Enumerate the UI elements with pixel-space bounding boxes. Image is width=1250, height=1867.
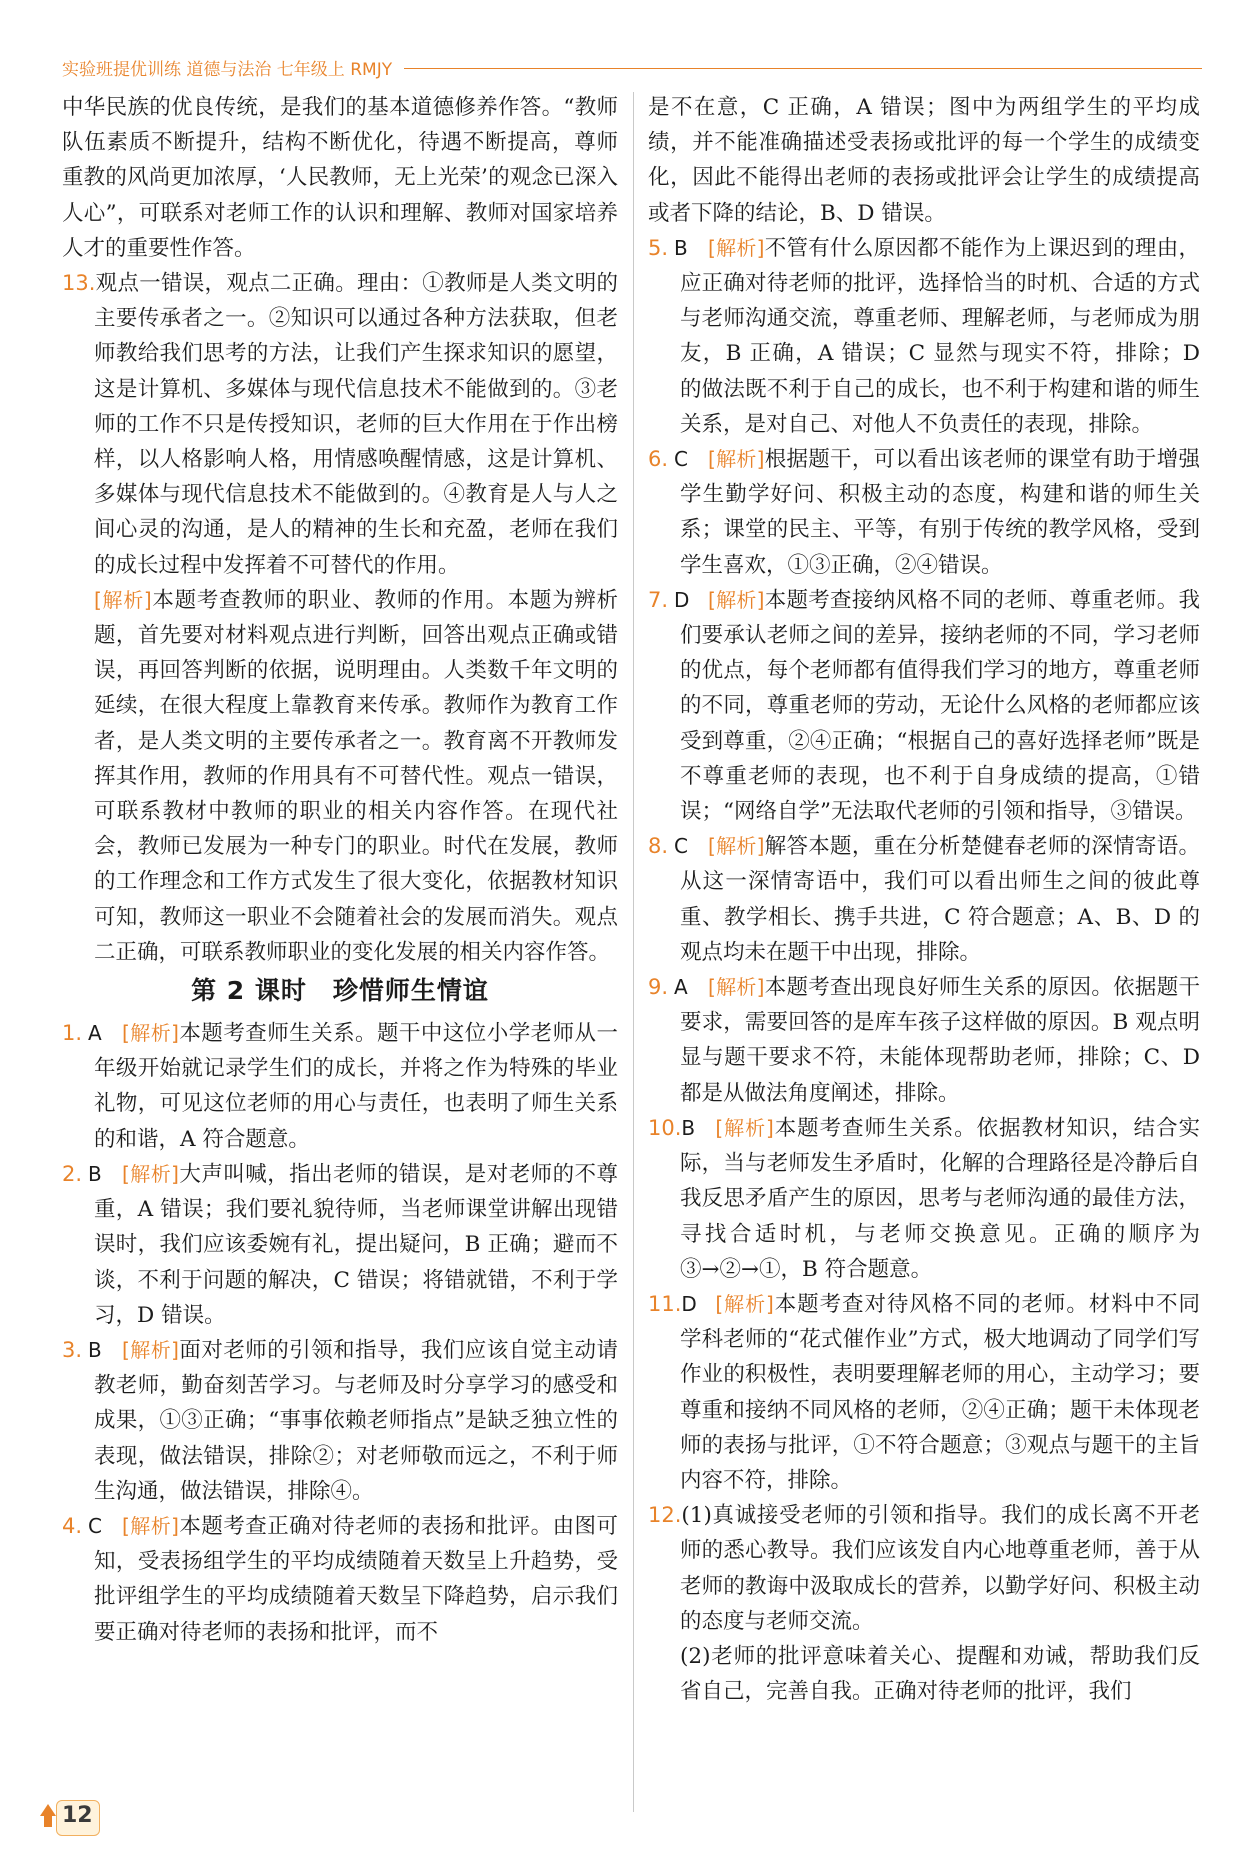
question-13-answer: 观点一错误，观点二正确。理由：①教师是人类文明的主要传承者之一。②知识可以通过各种方法获取，但老师教给我们思考的方法，让我们产生探求知识的愿望，这是计算机、多媒体与现代信息技术不能做到的。③老师的工作不只是传授知识，老师的巨大作用在于作出榜样，以人格影响人格，用情感唤醒情感，这是计算机、多媒体与现代信息技术不能做到的。④教育是人与人之间心灵的沟通，是人的精神的生长和充盈，老师在我们的成长过程中发挥着不可替代的作用。 bbox=[94, 271, 618, 578]
analysis-text: 本题考查教师的职业、教师的作用。本题为辨析题，首先要对材料观点进行判断，回答出观点正确或错误，再回答判断的依据，说明理由。人类数千年文明的延续，在很大程度上靠教育来传承。教师作为教育工作者，是人类文明的主要传承者之一。教育离不开教师发挥其作用，教师的作用具有不可替代性。观点一错误，可联系教材中教师的职业的相关内容作答。在现代社会，教师已发展为一种专门的职业。时代在发展，教师的工作理念和工作方式发生了很大变化，依据教材知识可知，教师这一职业不会随着社会的发展而消失。观点二正确，可联系教师职业的变化发展的相关内容作答。 bbox=[94, 587, 618, 965]
answer-letter: B bbox=[88, 1337, 102, 1362]
question-11 bbox=[648, 1287, 1200, 1498]
answer-letter: A bbox=[674, 975, 688, 1000]
page-number: 12 bbox=[62, 1803, 93, 1828]
question-7 bbox=[648, 583, 1200, 829]
page-footer bbox=[40, 1798, 110, 1836]
analysis-tag: [解析] bbox=[122, 1021, 179, 1046]
question-number: 2. bbox=[62, 1161, 83, 1186]
header-rule bbox=[404, 68, 1202, 69]
question-number: 10. bbox=[648, 1115, 682, 1140]
answer-letter: C bbox=[674, 834, 688, 859]
analysis-text: 本题考查对待风格不同的老师。材料中不同学科老师的“花式催作业”方式，极大地调动了同学们写作业的积极性，表明要理解老师的用心，主动学习；要尊重和接纳不同风格的老师，②④正确；题干未体现老师的表扬与批评，①不符合题意；③观点与题干的主旨内容不符，排除。 bbox=[680, 1291, 1200, 1493]
analysis-text: 本题考查接纳风格不同的老师、尊重老师。我们要承认老师之间的差异，接纳老师的不同，学习老师的优点，每个老师都有值得我们学习的地方，尊重老师的不同，尊重老师的劳动，无论什么风格的老师都应该受到尊重，②④正确；“根据自己的喜好选择老师”既是不尊重老师的表现，也不利于自身成绩的提高，①错误；“网络自学”无法取代老师的引领和指导，③错误。 bbox=[680, 587, 1200, 825]
analysis-text: 根据题干，可以看出该老师的课堂有助于增强学生勤学好问、积极主动的态度，构建和谐的师生关系；课堂的民主、平等，有别于传统的教学风格，受到学生喜欢，①③正确，②④错误。 bbox=[680, 447, 1200, 578]
analysis-text: 本题考查出现良好师生关系的原因。依据题干要求，需要回答的是库车孩子这样做的原因。B 观点明显与题干要求不符，未能体现帮助老师，排除；C、D 都是从做法角度阐述，排除。 bbox=[680, 975, 1200, 1106]
question-10 bbox=[648, 1111, 1200, 1287]
right-column bbox=[648, 90, 1200, 1810]
question-number: 8. bbox=[648, 834, 669, 859]
analysis-tag: [解析] bbox=[122, 1513, 179, 1538]
left-column bbox=[62, 90, 618, 1810]
answer-letter: D bbox=[674, 587, 690, 612]
analysis-tag: [解析] bbox=[715, 1291, 774, 1316]
column-divider bbox=[633, 92, 634, 1812]
analysis-text: 不管有什么原因都不能作为上课迟到的理由，应正确对待老师的批评，选择恰当的时机、合适的方式与老师沟通交流，尊重老师、理解老师，与老师成为朋友，B 正确，A 错误；C 显然与现实不符，排除；D 的做法既不利于自己的成长，也不利于构建和谐的师生关系，是对自己、对他人不负责任的表现，排除。 bbox=[680, 235, 1200, 437]
answer-letter: D bbox=[681, 1291, 697, 1316]
question-4-continued: 是不在意，C 正确，A 错误；图中为两组学生的平均成绩，并不能准确描述受表扬或批评的每一个学生的成绩变化，因此不能得出老师的表扬或批评会让学生的成绩提高或者下降的结论，B、D 错误。 bbox=[648, 95, 1200, 226]
analysis-tag: [解析] bbox=[708, 587, 765, 612]
question-5 bbox=[648, 231, 1200, 442]
question-4 bbox=[62, 1509, 618, 1650]
header-title: 实验班提优训练 道德与法治 七年级上 RMJY bbox=[62, 59, 393, 80]
answer-letter: B bbox=[681, 1115, 696, 1140]
question-12-part-1: (1)真诚接受老师的引领和指导。我们的成长离不开老师的悉心教导。我们应该发自内心地尊重老师，善于从老师的教诲中汲取成长的营养，以勤学好问、积极主动的态度与老师交流。 bbox=[680, 1503, 1200, 1634]
answer-letter: B bbox=[674, 235, 688, 260]
question-12 bbox=[648, 1498, 1200, 1639]
question-number: 4. bbox=[62, 1513, 83, 1538]
question-number: 1. bbox=[62, 1021, 83, 1046]
analysis-text: 本题考查师生关系。题干中这位小学老师从一年级开始就记录学生们的成长，并将之作为特殊的毕业礼物，可见这位老师的用心与责任，也表明了师生关系的和谐，A 符合题意。 bbox=[94, 1021, 618, 1152]
analysis-text: 面对老师的引领和指导，我们应该自觉主动请教老师，勤奋刻苦学习。与老师及时分享学习的感受和成果，①③正确；“事事依赖老师指点”是缺乏独立性的表现，做法错误，排除②；对老师敬而远之，不利于师生沟通，做法错误，排除④。 bbox=[94, 1337, 618, 1504]
analysis-tag: [解析] bbox=[708, 447, 765, 472]
analysis-tag: [解析] bbox=[715, 1115, 774, 1140]
question-number: 3. bbox=[62, 1337, 83, 1362]
analysis-text: 本题考查正确对待老师的表扬和批评。由图可知，受表扬组学生的平均成绩随着天数呈上升趋势，受批评组学生的平均成绩随着天数呈下降趋势，启示我们要正确对待老师的表扬和批评，而不 bbox=[94, 1513, 618, 1645]
question-12-part-2: (2)老师的批评意味着关心、提醒和劝诫，帮助我们反省自己，完善自我。正确对待老师的批评，我们 bbox=[680, 1643, 1200, 1705]
question-13-analysis bbox=[62, 583, 618, 970]
question-number: 12. bbox=[648, 1503, 682, 1528]
question-number: 11. bbox=[648, 1291, 682, 1316]
analysis-text: 解答本题，重在分析楚健春老师的深情寄语。从这一深情寄语中，我们可以看出师生之间的彼此尊重、教学相长、携手共进，C 符合题意；A、B、D 的观点均未在题干中出现，排除。 bbox=[680, 834, 1200, 965]
analysis-tag: [解析] bbox=[708, 235, 765, 260]
analysis-tag: [解析] bbox=[122, 1337, 179, 1362]
question-2 bbox=[62, 1157, 618, 1333]
analysis-text: 大声叫喊，指出老师的错误，是对老师的不尊重，A 错误；我们要礼貌待师，当老师课堂讲解出现错误时，我们应该委婉有礼，提出疑问，B 正确；避而不谈，不利于问题的解决，C 错误；将错就错，不利于学习，D 错误。 bbox=[94, 1161, 618, 1328]
answer-letter: B bbox=[88, 1161, 102, 1186]
question-number: 13. bbox=[62, 271, 96, 296]
answer-letter: C bbox=[88, 1513, 102, 1538]
question-number: 5. bbox=[648, 235, 669, 260]
question-1 bbox=[62, 1016, 618, 1157]
section-title: 第 2 课时 珍惜师生情谊 bbox=[191, 976, 489, 1006]
analysis-tag: [解析] bbox=[708, 834, 765, 859]
page-header bbox=[62, 56, 1202, 78]
question-number: 6. bbox=[648, 447, 669, 472]
analysis-text: 本题考查师生关系。依据教材知识，结合实际，当与老师发生矛盾时，化解的合理路径是冷静后自我反思矛盾产生的原因，思考与老师沟通的最佳方法，寻找合适时机，与老师交换意见。正确的顺序为③→②→①，B 符合题意。 bbox=[680, 1115, 1200, 1282]
intro-paragraph: 中华民族的优良传统，是我们的基本道德修养作答。“教师队伍素质不断提升，结构不断优化，待遇不断提高，尊师重教的风尚更加浓厚，‘人民教师，无上光荣’的观念已深入人心”，可联系对老师工作的认识和理解、教师对国家培养人才的重要性作答。 bbox=[62, 95, 618, 261]
answer-letter: A bbox=[88, 1021, 102, 1046]
question-9 bbox=[648, 970, 1200, 1111]
question-6 bbox=[648, 442, 1200, 583]
analysis-tag: [解析] bbox=[94, 587, 152, 612]
question-3 bbox=[62, 1333, 618, 1509]
question-number: 7. bbox=[648, 587, 669, 612]
question-13 bbox=[62, 266, 618, 583]
question-number: 9. bbox=[648, 975, 669, 1000]
analysis-tag: [解析] bbox=[708, 975, 765, 1000]
question-8 bbox=[648, 829, 1200, 970]
analysis-tag: [解析] bbox=[122, 1161, 179, 1186]
answer-letter: C bbox=[674, 447, 688, 472]
up-arrow-stem bbox=[44, 1815, 52, 1827]
